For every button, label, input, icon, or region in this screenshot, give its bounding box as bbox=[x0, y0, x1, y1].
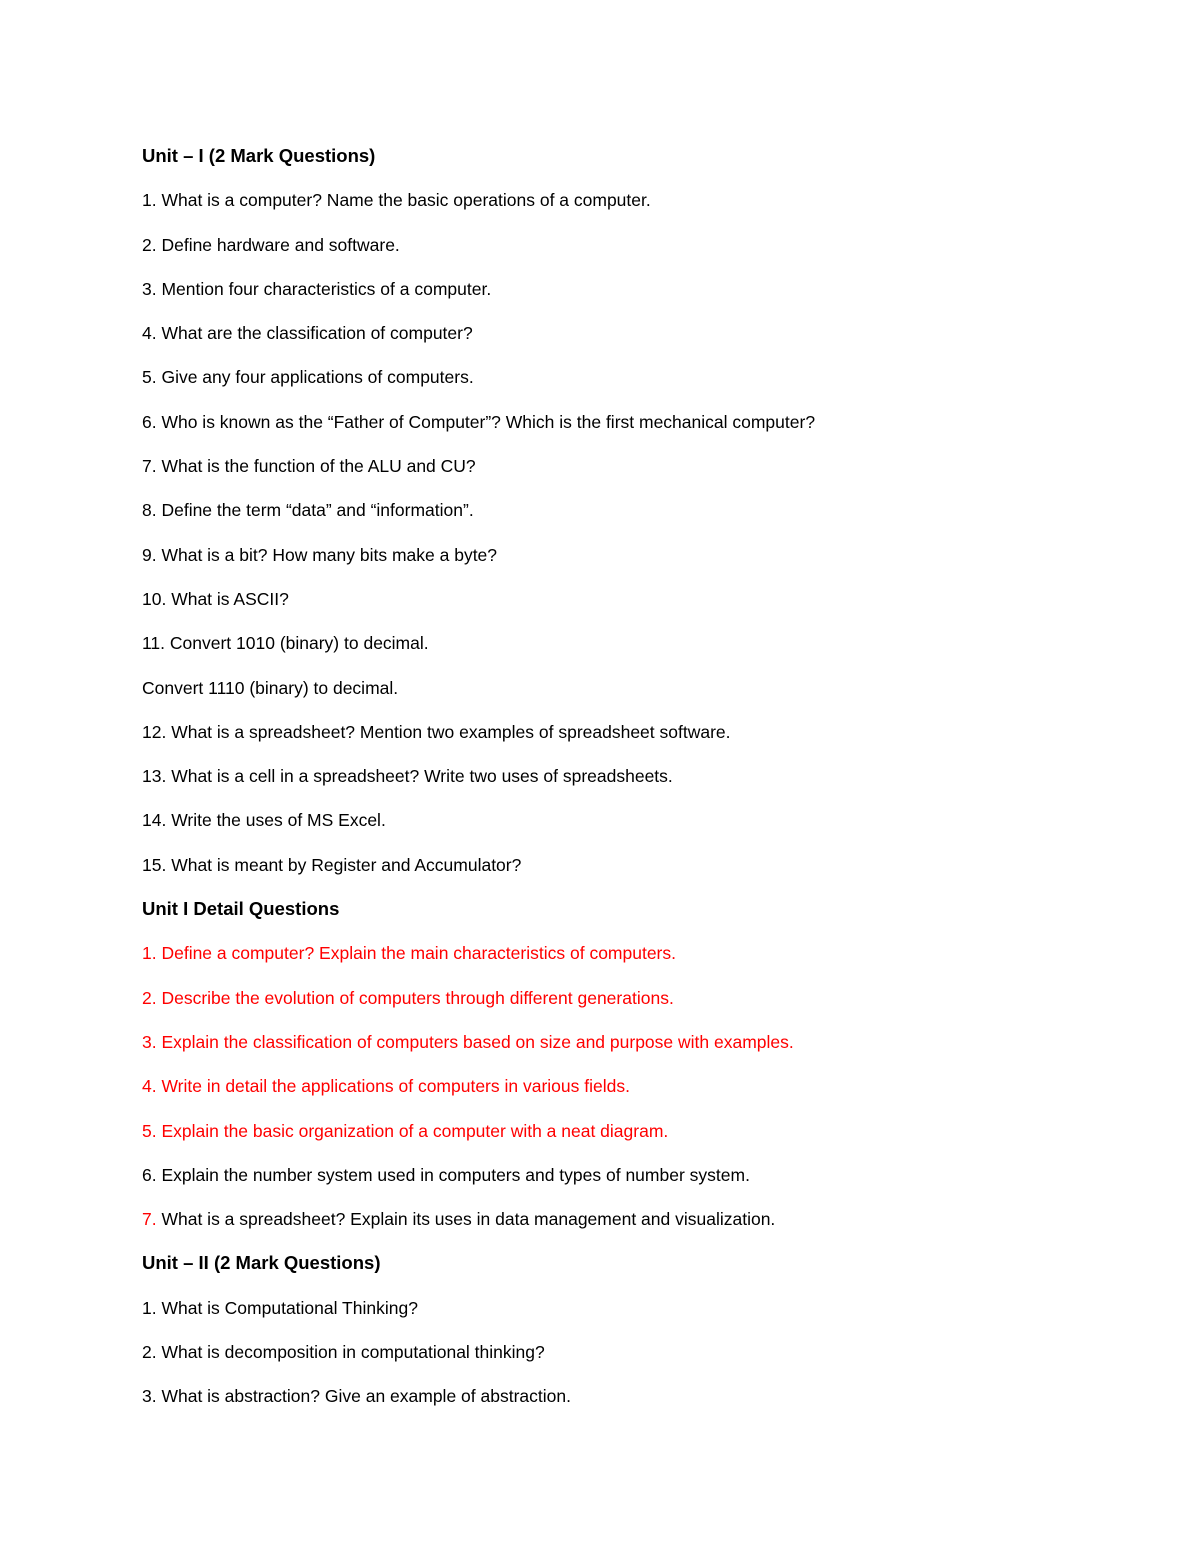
unit1-question-14: 14. Write the uses of MS Excel. bbox=[142, 810, 386, 831]
unit1-detail-question-5: 5. Explain the basic organization of a computer with a neat diagram. bbox=[142, 1120, 669, 1141]
unit1-question-10: 10. What is ASCII? bbox=[142, 588, 289, 609]
unit1-detail-question-7 bbox=[142, 1205, 1102, 1249]
unit1-detail-question-6: 6. Explain the number system used in computers and types of number system. bbox=[142, 1164, 750, 1185]
unit1-detail-question-4: 4. Write in detail the applications of computers in various fields. bbox=[142, 1076, 630, 1097]
unit1-2mark-heading: Unit – I (2 Mark Questions) bbox=[142, 145, 376, 166]
unit1-detail-question-3: 3. Explain the classification of computers based on size and purpose with examples. bbox=[142, 1031, 794, 1052]
unit1-question-8: 8. Define the term “data” and “information”. bbox=[142, 500, 474, 521]
unit2-2mark-heading: Unit – II (2 Mark Questions) bbox=[142, 1252, 381, 1274]
unit1-question-1: 1. What is a computer? Name the basic operations of a computer. bbox=[142, 190, 651, 211]
unit1-question-6: 6. Who is known as the “Father of Computer”? Which is the first mechanical computer? bbox=[142, 411, 816, 432]
unit1-detail-heading: Unit I Detail Questions bbox=[142, 898, 340, 920]
unit1-question-7: 7. What is the function of the ALU and CU? bbox=[142, 456, 476, 477]
unit1-detail-question-7-number: 7. bbox=[142, 1209, 157, 1230]
unit1-question-5: 5. Give any four applications of computers. bbox=[142, 367, 474, 388]
unit1-question-9: 9. What is a bit? How many bits make a byte? bbox=[142, 544, 498, 565]
unit1-question-11: 11. Convert 1010 (binary) to decimal. bbox=[142, 633, 429, 654]
unit1-detail-question-2: 2. Describe the evolution of computers through different generations. bbox=[142, 987, 674, 1008]
unit1-question-4: 4. What are the classification of computer? bbox=[142, 323, 473, 344]
unit2-question-1: 1. What is Computational Thinking? bbox=[142, 1297, 418, 1318]
unit1-question-13: 13. What is a cell in a spreadsheet? Write two uses of spreadsheets. bbox=[142, 766, 673, 787]
unit2-question-2: 2. What is decomposition in computational thinking? bbox=[142, 1342, 545, 1363]
document-content bbox=[142, 142, 1102, 1427]
unit1-question-11b: Convert 1110 (binary) to decimal. bbox=[142, 677, 399, 698]
unit1-question-15: 15. What is meant by Register and Accumulator? bbox=[142, 854, 522, 875]
unit1-question-3: 3. Mention four characteristics of a computer. bbox=[142, 278, 492, 299]
unit1-question-2: 2. Define hardware and software. bbox=[142, 234, 400, 255]
unit2-question-3: 3. What is abstraction? Give an example of abstraction. bbox=[142, 1386, 571, 1407]
unit1-detail-question-1: 1. Define a computer? Explain the main characteristics of computers. bbox=[142, 943, 676, 964]
unit1-question-12: 12. What is a spreadsheet? Mention two examples of spreadsheet software. bbox=[142, 721, 731, 742]
unit1-detail-question-7-text: What is a spreadsheet? Explain its uses in data management and visualization. bbox=[156, 1209, 776, 1230]
